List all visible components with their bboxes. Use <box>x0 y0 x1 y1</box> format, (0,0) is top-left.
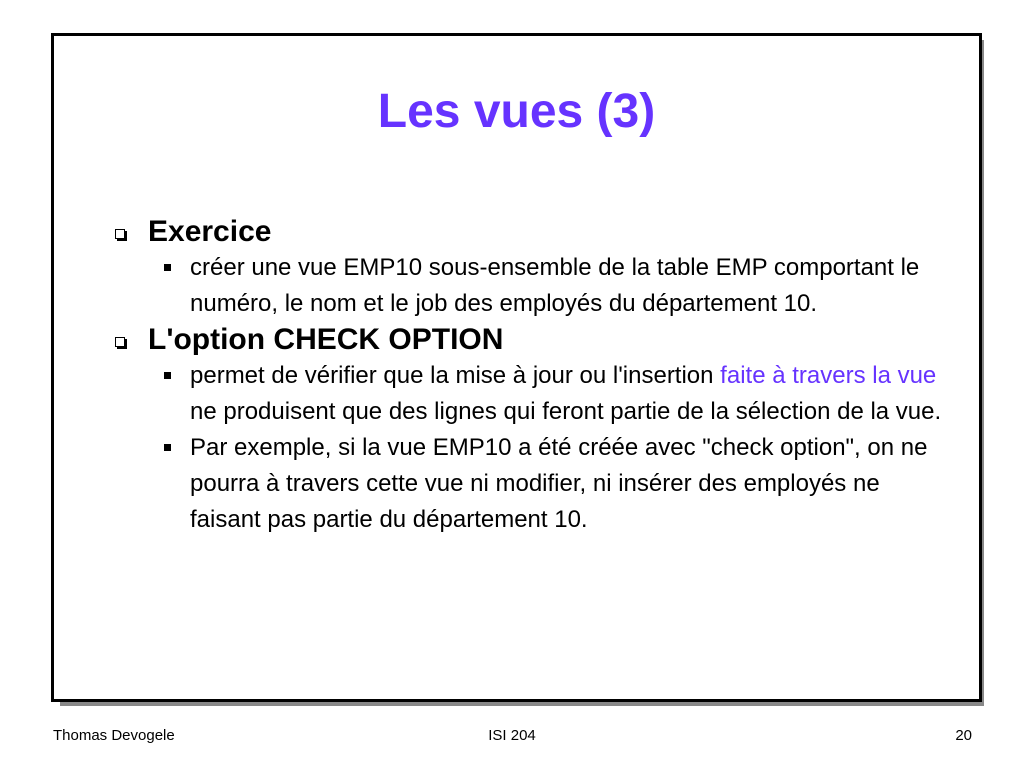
section-heading-check-option <box>112 322 952 358</box>
filled-square-bullet-icon <box>164 264 171 271</box>
footer-page-number: 20 <box>955 727 972 744</box>
filled-square-bullet-icon <box>164 444 171 451</box>
highlighted-phrase: faite à travers la vue <box>720 362 937 389</box>
bullet-text-after: ne produisent que des lignes qui feront partie de la sélection de la vue. <box>190 398 942 425</box>
hollow-square-bullet-icon <box>115 229 125 239</box>
section-heading-text: Exercice <box>148 215 272 248</box>
slide-content <box>112 214 952 538</box>
section-heading-text: L'option CHECK OPTION <box>148 323 504 356</box>
hollow-square-bullet-icon <box>115 337 125 347</box>
bullet-exercice-description <box>112 250 952 322</box>
bullet-text: Par exemple, si la vue EMP10 a été créée avec "check option", on ne pourra à travers cette vue ni modifier, ni insérer des employés ne faisant pas partie du département 10. <box>190 434 928 533</box>
filled-square-bullet-icon <box>164 372 171 379</box>
slide-title: Les vues (3) <box>377 85 656 138</box>
bullet-check-option-definition <box>112 358 952 430</box>
bullet-text-before: permet de vérifier que la mise à jour ou l'insertion <box>190 362 721 389</box>
bullet-text: créer une vue EMP10 sous-ensemble de la table EMP comportant le numéro, le nom et le job des employés du département 10. <box>190 254 920 317</box>
bullet-check-option-example <box>112 430 952 538</box>
footer-author: Thomas Devogele <box>53 727 175 744</box>
section-heading-exercice <box>112 214 952 250</box>
footer-course: ISI 204 <box>488 727 536 744</box>
slide-frame <box>51 33 982 702</box>
